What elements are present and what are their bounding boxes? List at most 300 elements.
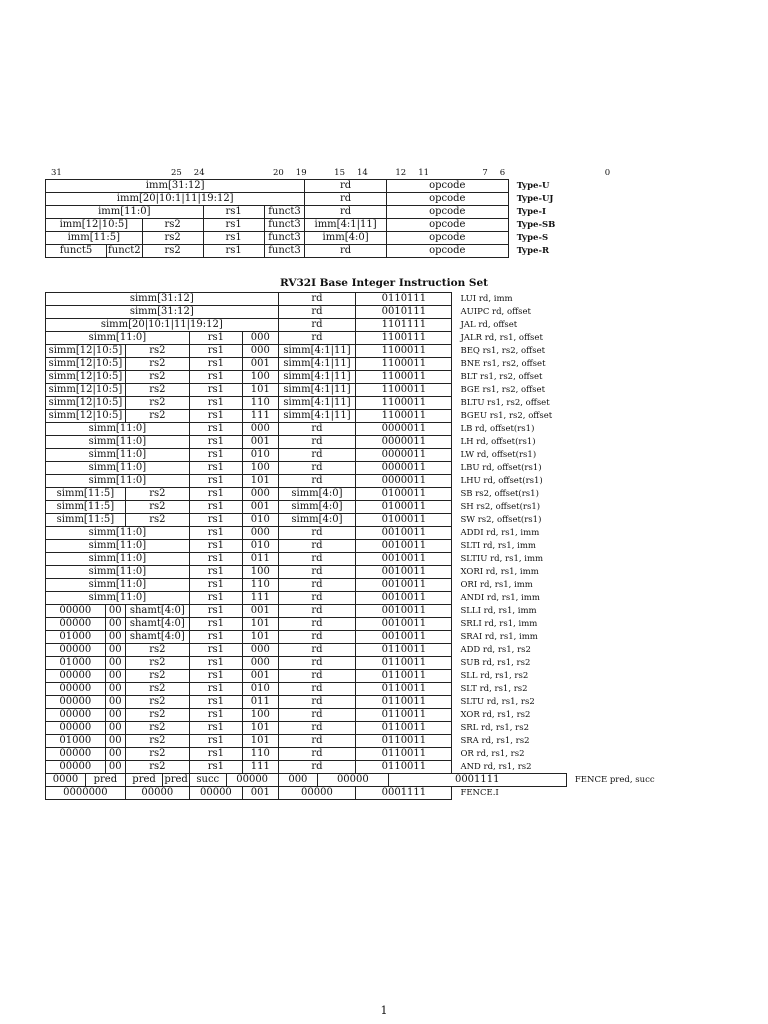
instruction-field: rd (278, 475, 356, 488)
instruction-field: simm[11:0] (46, 436, 190, 449)
instruction-field: 0010011 (356, 579, 452, 592)
instruction-field: 001 (242, 358, 278, 371)
format-field: rd (305, 193, 386, 206)
instruction-label: XORI rd, rs1, imm (460, 567, 539, 577)
instruction-row (46, 345, 768, 358)
instruction-field: 010 (242, 449, 278, 462)
instruction-field: 0010011 (356, 605, 452, 618)
instruction-field: rd (278, 696, 356, 709)
instruction-field: 1100011 (356, 384, 452, 397)
instruction-field: 0110011 (356, 748, 452, 761)
instruction-field: rs2 (125, 410, 189, 423)
instruction-label: BNE rs1, rs2, offset (460, 359, 546, 369)
instruction-field: 001 (242, 605, 278, 618)
instruction-row (46, 774, 768, 787)
instruction-set-table (45, 292, 768, 800)
instruction-field: 0000011 (356, 462, 452, 475)
instruction-row (46, 475, 768, 488)
instruction-label: XOR rd, rs1, rs2 (460, 710, 531, 720)
instruction-field: rd (278, 293, 356, 306)
instruction-row (46, 384, 768, 397)
instruction-field: rs1 (189, 670, 242, 683)
instruction-label: AND rd, rs1, rs2 (460, 761, 532, 772)
instruction-row (46, 579, 768, 592)
format-field: rd (305, 180, 386, 193)
instruction-field: 010 (242, 683, 278, 696)
format-field: funct3 (264, 245, 305, 258)
instruction-field: 00000 (226, 774, 278, 787)
instruction-label: ADDI rd, rs1, imm (460, 528, 540, 538)
instruction-field: rs1 (189, 397, 242, 410)
instruction-field: rd (278, 670, 356, 683)
instruction-field: 00000 (46, 709, 106, 722)
format-row (46, 193, 768, 206)
instruction-field: 01000 (46, 657, 106, 670)
instruction-row (46, 436, 768, 449)
instruction-field: 101 (242, 722, 278, 735)
bit-number: 7 (482, 168, 488, 178)
instruction-field: 0110011 (356, 644, 452, 657)
instruction-field: simm[11:5] (46, 488, 126, 501)
instruction-field: 0010011 (356, 631, 452, 644)
instruction-field: rs2 (125, 488, 189, 501)
instruction-field: 000 (242, 488, 278, 501)
instruction-field: 111 (242, 761, 278, 774)
instruction-field: rd (278, 722, 356, 735)
format-field: rd (305, 206, 386, 219)
instruction-field: 00000 (189, 787, 242, 800)
instruction-row (46, 397, 768, 410)
instruction-field: rs1 (189, 332, 242, 345)
instruction-field: rs2 (125, 358, 189, 371)
bit-number: 20 (272, 168, 284, 178)
instruction-field: 00 (105, 709, 125, 722)
instruction-field: rd (278, 423, 356, 436)
format-field: imm[4:1|11] (305, 219, 386, 232)
instruction-format-table (45, 179, 768, 258)
instruction-field: rs2 (125, 371, 189, 384)
instruction-field: rs1 (189, 371, 242, 384)
format-field: imm[4:0] (305, 232, 386, 245)
instruction-field: simm[12|10:5] (46, 358, 126, 371)
instruction-field: 00000 (46, 696, 106, 709)
instruction-field: simm[4:1|11] (278, 345, 356, 358)
instruction-field: 000 (242, 423, 278, 436)
format-field: rs1 (203, 245, 264, 258)
instruction-label: AUIPC rd, offset (460, 307, 531, 317)
format-field: opcode (386, 232, 508, 245)
format-field: opcode (386, 245, 508, 258)
format-label: Type-SB (516, 220, 556, 230)
instruction-label: SB rs2, offset(rs1) (460, 489, 539, 499)
instruction-row (46, 709, 768, 722)
instruction-label: FENCE pred, succ (574, 775, 655, 785)
format-row (46, 245, 768, 258)
instruction-field: 0000000 (46, 787, 126, 800)
instruction-row (46, 787, 768, 800)
instruction-row (46, 514, 768, 527)
instruction-field: shamt[4:0] (125, 605, 189, 618)
instruction-row (46, 644, 768, 657)
instruction-field: rs2 (125, 748, 189, 761)
page-number: 1 (380, 1004, 388, 1017)
instruction-field: simm[11:0] (46, 540, 190, 553)
instruction-field: 101 (242, 618, 278, 631)
instruction-field: rd (278, 306, 356, 319)
instruction-field: simm[11:0] (46, 475, 190, 488)
instruction-field: rs2 (125, 514, 189, 527)
instruction-field: simm[11:5] (46, 501, 126, 514)
instruction-field: simm[4:0] (278, 501, 356, 514)
format-field: rs2 (142, 219, 203, 232)
instruction-label: ORI rd, rs1, imm (460, 580, 533, 590)
instruction-field: 1100011 (356, 397, 452, 410)
instruction-field: rd (278, 618, 356, 631)
instruction-field: rs2 (125, 709, 189, 722)
instruction-field: simm[11:0] (46, 527, 190, 540)
bit-number: 14 (357, 168, 368, 178)
bit-number: 19 (295, 168, 307, 178)
instruction-label: LUI rd, imm (460, 294, 513, 304)
instruction-field: 00000 (318, 774, 388, 787)
instruction-field: rs1 (189, 709, 242, 722)
instruction-field: shamt[4:0] (125, 618, 189, 631)
instruction-field: 1100011 (356, 410, 452, 423)
instruction-row (46, 319, 768, 332)
format-field: rd (305, 245, 386, 258)
instruction-field: rs2 (125, 735, 189, 748)
format-field: funct3 (264, 206, 305, 219)
instruction-field: 100 (242, 371, 278, 384)
instruction-field: rs1 (189, 345, 242, 358)
instruction-field: 110 (242, 397, 278, 410)
instruction-label: SLLI rd, rs1, imm (460, 606, 537, 616)
instruction-field: 0010011 (356, 553, 452, 566)
format-field: opcode (386, 219, 508, 232)
instruction-label: ADD rd, rs1, rs2 (460, 645, 531, 655)
instruction-field: 01000 (46, 735, 106, 748)
instruction-field: 00000 (46, 618, 106, 631)
instruction-label: BLT rs1, rs2, offset (460, 372, 543, 382)
instruction-label: LB rd, offset(rs1) (460, 424, 535, 434)
instruction-field: 001 (242, 501, 278, 514)
instruction-field: rd (278, 553, 356, 566)
instruction-field: rs1 (189, 462, 242, 475)
instruction-field: rd (278, 631, 356, 644)
instruction-field: rs2 (125, 761, 189, 774)
instruction-label: SLL rd, rs1, rs2 (460, 671, 529, 681)
instruction-field: 011 (242, 553, 278, 566)
instruction-field: 100 (242, 709, 278, 722)
instruction-field: simm[11:0] (46, 332, 190, 345)
bit-number: 6 (499, 168, 506, 178)
format-field: opcode (386, 180, 508, 193)
instruction-row (46, 657, 768, 670)
instruction-field: rs2 (125, 670, 189, 683)
instruction-row (46, 670, 768, 683)
instruction-field: rd (278, 319, 356, 332)
instruction-field: simm[12|10:5] (46, 384, 126, 397)
instruction-field: 0110011 (356, 735, 452, 748)
instruction-field: pred (125, 774, 163, 787)
instruction-field: rs1 (189, 683, 242, 696)
instruction-label: JALR rd, rs1, offset (460, 333, 543, 343)
instruction-field: rs2 (125, 384, 189, 397)
instruction-field: 0010011 (356, 618, 452, 631)
instruction-row (46, 683, 768, 696)
instruction-field: shamt[4:0] (125, 631, 189, 644)
instruction-field: 000 (242, 345, 278, 358)
instruction-field: rs1 (189, 566, 242, 579)
instruction-field: 0100011 (356, 488, 452, 501)
instruction-field: rd (278, 709, 356, 722)
instruction-field: 111 (242, 592, 278, 605)
instruction-field: rs2 (125, 501, 189, 514)
instruction-field: rs1 (189, 410, 242, 423)
instruction-field: simm[4:0] (278, 488, 356, 501)
instruction-field: 00000 (46, 670, 106, 683)
instruction-row (46, 332, 768, 345)
instruction-field: 00 (105, 696, 125, 709)
instruction-row (46, 306, 768, 319)
instruction-field: 110 (242, 579, 278, 592)
instruction-field: simm[20|10:1|11|19:12] (46, 319, 279, 332)
instruction-field: rs1 (189, 488, 242, 501)
instruction-row (46, 501, 768, 514)
instruction-field: rs1 (189, 553, 242, 566)
format-field: rs2 (142, 232, 203, 245)
instruction-field: simm[31:12] (46, 306, 279, 319)
instruction-field: 000 (242, 644, 278, 657)
format-field: funct3 (264, 219, 305, 232)
instruction-field: 00 (105, 761, 125, 774)
instruction-field: rd (278, 436, 356, 449)
instruction-label: SW rs2, offset(rs1) (460, 515, 542, 525)
instruction-label: OR rd, rs1, rs2 (460, 749, 525, 759)
instruction-row (46, 566, 768, 579)
instruction-field: rd (278, 761, 356, 774)
instruction-field: 0000011 (356, 475, 452, 488)
instruction-field: rs2 (125, 345, 189, 358)
instruction-field: rs2 (125, 722, 189, 735)
instruction-field: succ (189, 774, 226, 787)
instruction-field: rd (278, 449, 356, 462)
format-field: imm[11:0] (46, 206, 204, 219)
instruction-label: SUB rd, rs1, rs2 (460, 658, 531, 668)
instruction-field: rs1 (189, 384, 242, 397)
bit-number: 24 (193, 168, 205, 178)
instruction-field: rs1 (189, 527, 242, 540)
instruction-field: 000 (242, 657, 278, 670)
format-field: rs1 (203, 219, 264, 232)
instruction-row (46, 618, 768, 631)
instruction-field: rs2 (125, 657, 189, 670)
instruction-field: simm[12|10:5] (46, 371, 126, 384)
format-row (46, 219, 768, 232)
instruction-field: 0010011 (356, 566, 452, 579)
format-field: rs1 (203, 232, 264, 245)
instruction-field: 0110111 (356, 293, 452, 306)
instruction-field: 1100011 (356, 358, 452, 371)
format-label: Type-U (516, 181, 550, 191)
format-label: Type-R (516, 246, 550, 256)
instruction-field: 111 (242, 410, 278, 423)
instruction-field: 0110011 (356, 761, 452, 774)
instruction-field: 00 (105, 631, 125, 644)
instruction-field: simm[4:0] (278, 514, 356, 527)
instruction-field: 00000 (46, 722, 106, 735)
instruction-field: rd (278, 605, 356, 618)
instruction-field: rs1 (189, 449, 242, 462)
instruction-label: SLTIU rd, rs1, imm (460, 554, 544, 564)
format-row (46, 180, 768, 193)
instruction-field: rs2 (125, 644, 189, 657)
instruction-field: rd (278, 748, 356, 761)
instruction-field: simm[12|10:5] (46, 397, 126, 410)
instruction-label: BGEU rs1, rs2, offset (460, 411, 553, 421)
instruction-row (46, 410, 768, 423)
instruction-label: SRL rd, rs1, rs2 (460, 723, 530, 733)
instruction-field: 0000011 (356, 449, 452, 462)
instruction-field: 1100111 (356, 332, 452, 345)
instruction-field: 00 (105, 735, 125, 748)
instruction-row (46, 696, 768, 709)
format-field: opcode (386, 206, 508, 219)
instruction-field: 00 (105, 722, 125, 735)
bit-number: 12 (395, 168, 407, 178)
instruction-field: 00 (105, 683, 125, 696)
instruction-field: simm[4:1|11] (278, 371, 356, 384)
instruction-field: 000 (242, 527, 278, 540)
instruction-row (46, 527, 768, 540)
instruction-field: 0010011 (356, 540, 452, 553)
instruction-field: 01000 (46, 631, 106, 644)
instruction-field: 00000 (278, 787, 356, 800)
instruction-field: rs1 (189, 657, 242, 670)
instruction-label: SH rs2, offset(rs1) (460, 502, 541, 512)
instruction-field: 000 (278, 774, 318, 787)
instruction-row (46, 358, 768, 371)
instruction-row (46, 553, 768, 566)
instruction-label: BLTU rs1, rs2, offset (460, 398, 550, 408)
instruction-label: SRAI rd, rs1, imm (460, 632, 538, 642)
instruction-field: 0010111 (356, 306, 452, 319)
instruction-field: 00000 (46, 683, 106, 696)
instruction-field: rs1 (189, 423, 242, 436)
instruction-field: 001 (242, 787, 278, 800)
instruction-field: 000 (242, 332, 278, 345)
instruction-label: JAL rd, offset (460, 320, 518, 330)
bit-number: 31 (51, 168, 62, 178)
instruction-row (46, 371, 768, 384)
instruction-field: rd (278, 735, 356, 748)
instruction-label: LW rd, offset(rs1) (460, 450, 537, 460)
instruction-field: 0010011 (356, 527, 452, 540)
instruction-field: rs1 (189, 579, 242, 592)
instruction-field: rd (278, 462, 356, 475)
instruction-field: 0000011 (356, 423, 452, 436)
format-label: Type-S (516, 233, 549, 243)
instruction-field: 1100011 (356, 345, 452, 358)
format-label: Type-I (516, 207, 546, 217)
instruction-row (46, 722, 768, 735)
instruction-row (46, 293, 768, 306)
instruction-field: rs1 (189, 748, 242, 761)
instruction-field: rs1 (189, 514, 242, 527)
instruction-field: 001 (242, 670, 278, 683)
instruction-label: SLT rd, rs1, rs2 (460, 684, 528, 694)
bit-number: 0 (604, 168, 611, 178)
instruction-field: rd (278, 540, 356, 553)
instruction-field: 0001111 (356, 787, 452, 800)
instruction-field: 100 (242, 462, 278, 475)
instruction-field: 0000 (46, 774, 86, 787)
instruction-field: 0110011 (356, 683, 452, 696)
instruction-field: rd (278, 644, 356, 657)
instruction-field: pred (164, 774, 188, 785)
instruction-field: simm[11:0] (46, 592, 190, 605)
format-field: rs2 (142, 245, 203, 258)
instruction-field: rs2 (125, 683, 189, 696)
bit-number: 11 (418, 168, 430, 178)
format-row (46, 206, 768, 219)
instruction-field: 110 (242, 748, 278, 761)
instruction-field: simm[11:0] (46, 462, 190, 475)
instruction-field: simm[11:0] (46, 579, 190, 592)
instruction-field: 1100011 (356, 371, 452, 384)
instruction-field: simm[12|10:5] (46, 345, 126, 358)
instruction-field: 00 (105, 618, 125, 631)
instruction-field: rs2 (125, 397, 189, 410)
instruction-field: 001 (242, 436, 278, 449)
instruction-field: 00 (105, 670, 125, 683)
instruction-field: 0100011 (356, 501, 452, 514)
instruction-field: rd (278, 657, 356, 670)
instruction-row (46, 735, 768, 748)
instruction-field: 0110011 (356, 670, 452, 683)
bit-number: 15 (334, 168, 345, 178)
instruction-field: 00000 (46, 605, 106, 618)
instruction-field: simm[12|10:5] (46, 410, 126, 423)
instruction-field: rs1 (189, 475, 242, 488)
instruction-field: 00 (105, 644, 125, 657)
instruction-field: rs1 (189, 735, 242, 748)
instruction-field: 101 (242, 735, 278, 748)
instruction-row (46, 748, 768, 761)
instruction-label: LBU rd, offset(rs1) (460, 463, 542, 473)
instruction-field: 0110011 (356, 722, 452, 735)
instruction-field: rs2 (125, 696, 189, 709)
bit-number: 25 (170, 168, 182, 178)
instruction-row (46, 423, 768, 436)
format-field: funct5 (46, 245, 107, 258)
instruction-row (46, 592, 768, 605)
instruction-field: 101 (242, 475, 278, 488)
instruction-field: rs1 (189, 605, 242, 618)
instruction-field: 00 (105, 605, 125, 618)
instruction-field: 00000 (46, 644, 106, 657)
instruction-field: 00000 (46, 748, 106, 761)
instruction-field: rs1 (189, 722, 242, 735)
instruction-field: 0110011 (356, 657, 452, 670)
instruction-field: rs1 (189, 631, 242, 644)
instruction-field: 011 (242, 696, 278, 709)
instruction-field: rs1 (189, 618, 242, 631)
format-field: funct2 (108, 245, 141, 256)
instruction-field: simm[4:1|11] (278, 358, 356, 371)
instruction-field: 1101111 (356, 319, 452, 332)
instruction-field: 010 (242, 540, 278, 553)
